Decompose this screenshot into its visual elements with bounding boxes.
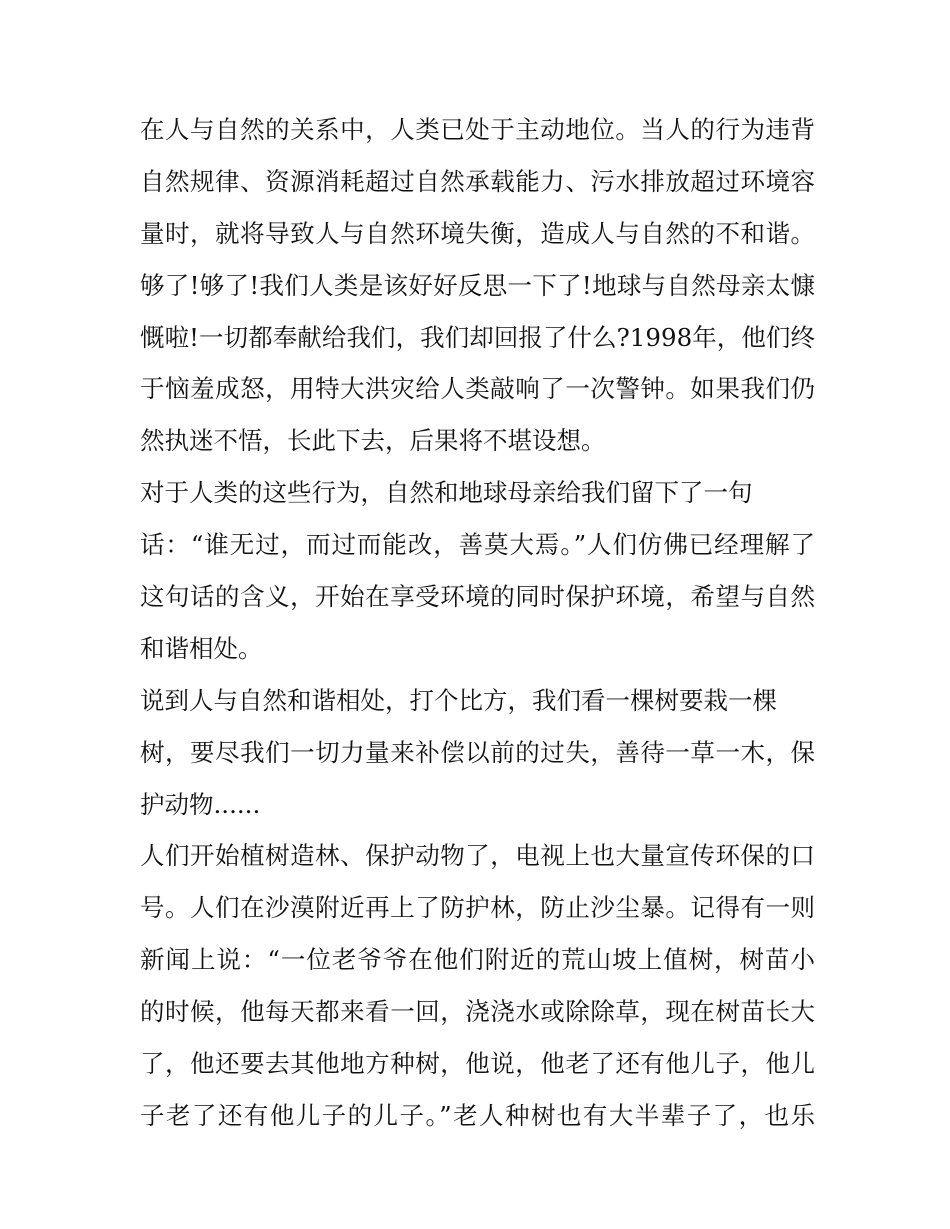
text-line: 自然规律、资源消耗超过自然承载能力、污水排放超过环境容: [140, 166, 815, 196]
text-line: 护动物......: [140, 789, 261, 819]
text-line: 慨啦!一切都奉献给我们，我们却回报了什么?1998年，他们终: [140, 322, 815, 352]
text-line: 量时，就将导致人与自然环境失衡，造成人与自然的不和谐。: [140, 218, 815, 248]
body-text: [140, 104, 815, 1142]
text-line: 这句话的含义，开始在享受环境的同时保护环境，希望与自然: [140, 582, 815, 612]
text-line: 号。人们在沙漠附近再上了防护林，防止沙尘暴。记得有一则: [140, 893, 815, 923]
text-line: 了，他还要去其他地方种树，他说，他老了还有他儿子，他儿: [140, 1049, 815, 1079]
text-line: 对于人类的这些行为，自然和地球母亲给我们留下了一句: [140, 478, 753, 508]
text-line: 树，要尽我们一切力量来补偿以前的过失，善待一草一木，保: [140, 737, 815, 767]
text-line: 人们开始植树造林、保护动物了，电视上也大量宣传环保的口: [140, 841, 815, 871]
text-line: 够了!够了!我们人类是该好好反思一下了!地球与自然母亲太慷: [140, 270, 815, 300]
text-line: 子老了还有他儿子的儿子。”老人种树也有大半辈子了，也乐: [140, 1100, 815, 1130]
text-line: 和谐相处。: [140, 633, 263, 663]
text-line: 于恼羞成怒，用特大洪灾给人类敲响了一次警钟。如果我们仍: [140, 374, 815, 404]
text-line: 在人与自然的关系中，人类已处于主动地位。当人的行为违背: [140, 115, 815, 144]
text-line: 新闻上说：“一位老爷爷在他们附近的荒山坡上值树，树苗小: [140, 945, 815, 975]
text-line: 话：“谁无过，而过而能改，善莫大焉。”人们仿佛已经理解了: [140, 530, 815, 560]
text-line: 的时候，他每天都来看一回，浇浇水或除除草，现在树苗长大: [140, 997, 815, 1027]
text-line: 然执迷不悟，长此下去，后果将不堪设想。: [140, 426, 606, 456]
text-line: 说到人与自然和谐相处，打个比方，我们看一棵树要栽一棵: [140, 685, 777, 715]
